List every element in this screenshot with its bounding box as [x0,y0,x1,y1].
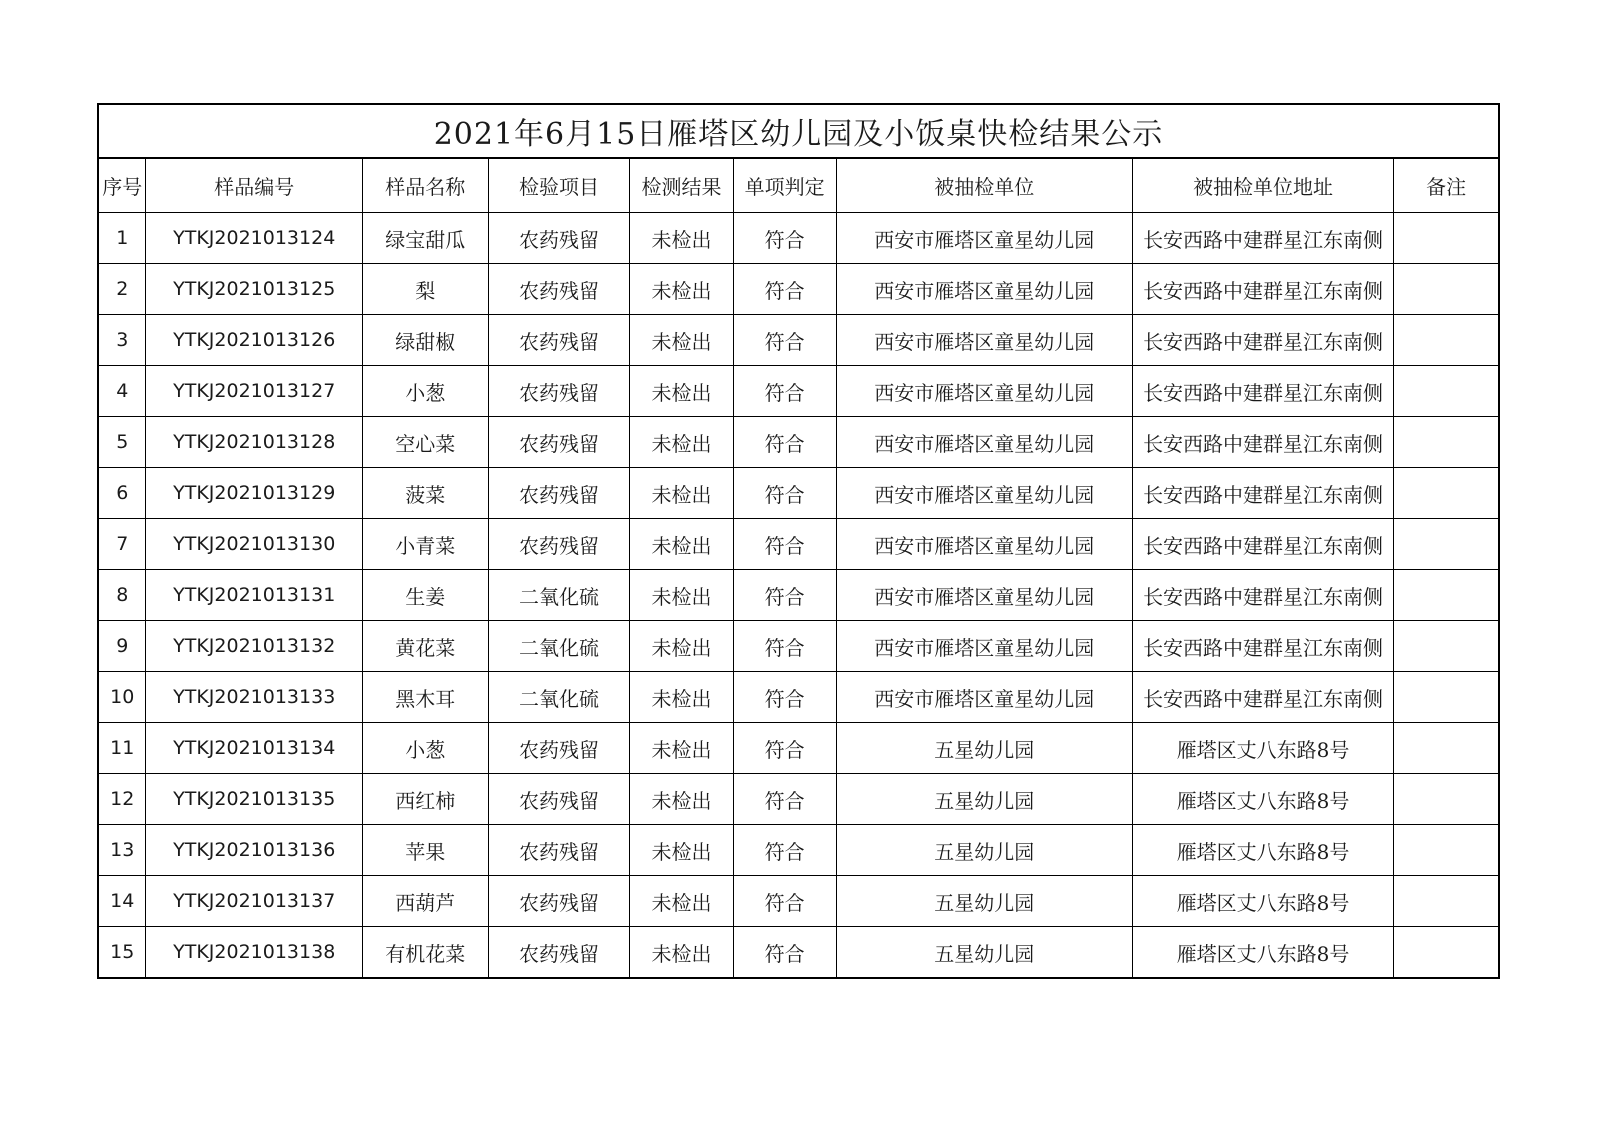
cell-sample-code: YTKJ2021013137 [146,876,362,927]
cell-remarks [1394,927,1498,978]
cell-sample-code: YTKJ2021013135 [146,774,362,825]
table-row [99,621,1498,672]
cell-seq: 7 [99,519,146,570]
cell-remarks [1394,774,1498,825]
cell-test-result: 未检出 [630,621,733,672]
cell-sample-code: YTKJ2021013131 [146,570,362,621]
cell-remarks [1394,621,1498,672]
cell-judgement: 符合 [733,570,836,621]
cell-unit-address: 雁塔区丈八东路8号 [1132,774,1393,825]
cell-test-item: 农药残留 [488,519,630,570]
cell-seq: 6 [99,468,146,519]
cell-test-item: 农药残留 [488,468,630,519]
cell-seq: 15 [99,927,146,978]
cell-test-result: 未检出 [630,927,733,978]
cell-unit-address: 长安西路中建群星江东南侧 [1132,213,1393,264]
cell-judgement: 符合 [733,315,836,366]
cell-test-result: 未检出 [630,417,733,468]
cell-judgement: 符合 [733,621,836,672]
cell-unit: 西安市雁塔区童星幼儿园 [836,621,1132,672]
cell-seq: 10 [99,672,146,723]
cell-sample-name: 绿宝甜瓜 [362,213,488,264]
cell-judgement: 符合 [733,825,836,876]
cell-sample-code: YTKJ2021013136 [146,825,362,876]
cell-test-item: 二氧化硫 [488,570,630,621]
cell-unit-address: 长安西路中建群星江东南侧 [1132,264,1393,315]
cell-sample-code: YTKJ2021013126 [146,315,362,366]
table-row [99,876,1498,927]
cell-test-result: 未检出 [630,213,733,264]
cell-unit-address: 雁塔区丈八东路8号 [1132,825,1393,876]
cell-seq: 2 [99,264,146,315]
table-row [99,825,1498,876]
cell-seq: 8 [99,570,146,621]
header-sample-name: 样品名称 [362,159,488,213]
cell-seq: 11 [99,723,146,774]
cell-test-result: 未检出 [630,519,733,570]
cell-unit-address: 长安西路中建群星江东南侧 [1132,672,1393,723]
cell-unit-address: 雁塔区丈八东路8号 [1132,927,1393,978]
cell-unit-address: 长安西路中建群星江东南侧 [1132,417,1393,468]
cell-sample-name: 黑木耳 [362,672,488,723]
cell-remarks [1394,825,1498,876]
table-row [99,672,1498,723]
cell-remarks [1394,264,1498,315]
cell-judgement: 符合 [733,876,836,927]
cell-test-item: 农药残留 [488,315,630,366]
cell-test-item: 农药残留 [488,825,630,876]
cell-sample-name: 菠菜 [362,468,488,519]
cell-unit-address: 长安西路中建群星江东南侧 [1132,468,1393,519]
cell-sample-name: 黄花菜 [362,621,488,672]
table-row [99,519,1498,570]
cell-sample-name: 生姜 [362,570,488,621]
table-row [99,468,1498,519]
table-row [99,570,1498,621]
cell-sample-code: YTKJ2021013124 [146,213,362,264]
cell-unit: 五星幼儿园 [836,876,1132,927]
cell-remarks [1394,417,1498,468]
cell-unit-address: 长安西路中建群星江东南侧 [1132,621,1393,672]
cell-judgement: 符合 [733,672,836,723]
cell-judgement: 符合 [733,417,836,468]
cell-sample-name: 梨 [362,264,488,315]
cell-remarks [1394,672,1498,723]
cell-sample-name: 苹果 [362,825,488,876]
results-table [99,159,1498,977]
cell-seq: 3 [99,315,146,366]
cell-seq: 13 [99,825,146,876]
cell-unit: 西安市雁塔区童星幼儿园 [836,264,1132,315]
cell-judgement: 符合 [733,927,836,978]
header-judgement: 单项判定 [733,159,836,213]
cell-judgement: 符合 [733,366,836,417]
cell-test-item: 农药残留 [488,774,630,825]
cell-unit-address: 雁塔区丈八东路8号 [1132,723,1393,774]
cell-remarks [1394,519,1498,570]
cell-test-result: 未检出 [630,315,733,366]
cell-unit-address: 长安西路中建群星江东南侧 [1132,570,1393,621]
cell-sample-name: 有机花菜 [362,927,488,978]
header-test-item: 检验项目 [488,159,630,213]
results-sheet [97,103,1500,979]
cell-remarks [1394,315,1498,366]
cell-seq: 14 [99,876,146,927]
cell-unit-address: 雁塔区丈八东路8号 [1132,876,1393,927]
cell-sample-name: 小葱 [362,366,488,417]
cell-remarks [1394,213,1498,264]
cell-sample-code: YTKJ2021013134 [146,723,362,774]
cell-judgement: 符合 [733,264,836,315]
cell-test-result: 未检出 [630,672,733,723]
table-header-row [99,159,1498,213]
cell-sample-code: YTKJ2021013128 [146,417,362,468]
cell-sample-name: 空心菜 [362,417,488,468]
table-body [99,213,1498,978]
cell-test-result: 未检出 [630,366,733,417]
header-remarks: 备注 [1394,159,1498,213]
cell-sample-name: 绿甜椒 [362,315,488,366]
cell-unit-address: 长安西路中建群星江东南侧 [1132,315,1393,366]
cell-test-item: 二氧化硫 [488,672,630,723]
cell-unit: 西安市雁塔区童星幼儿园 [836,417,1132,468]
document-title: 2021年6月15日雁塔区幼儿园及小饭桌快检结果公示 [99,105,1498,159]
cell-sample-code: YTKJ2021013130 [146,519,362,570]
cell-test-item: 农药残留 [488,723,630,774]
cell-test-item: 农药残留 [488,264,630,315]
table-row [99,264,1498,315]
cell-sample-code: YTKJ2021013132 [146,621,362,672]
cell-seq: 1 [99,213,146,264]
cell-test-result: 未检出 [630,876,733,927]
cell-judgement: 符合 [733,468,836,519]
cell-unit: 五星幼儿园 [836,825,1132,876]
cell-unit: 五星幼儿园 [836,723,1132,774]
cell-sample-name: 西葫芦 [362,876,488,927]
cell-unit: 西安市雁塔区童星幼儿园 [836,519,1132,570]
cell-remarks [1394,876,1498,927]
header-seq: 序号 [99,159,146,213]
cell-remarks [1394,366,1498,417]
cell-test-item: 农药残留 [488,213,630,264]
cell-unit: 西安市雁塔区童星幼儿园 [836,315,1132,366]
table-row [99,213,1498,264]
cell-sample-name: 西红柿 [362,774,488,825]
cell-sample-code: YTKJ2021013125 [146,264,362,315]
cell-test-result: 未检出 [630,570,733,621]
cell-test-item: 二氧化硫 [488,621,630,672]
cell-seq: 4 [99,366,146,417]
table-row [99,774,1498,825]
cell-seq: 9 [99,621,146,672]
cell-test-result: 未检出 [630,774,733,825]
cell-sample-name: 小葱 [362,723,488,774]
cell-judgement: 符合 [733,519,836,570]
cell-remarks [1394,468,1498,519]
cell-unit: 西安市雁塔区童星幼儿园 [836,570,1132,621]
cell-test-item: 农药残留 [488,417,630,468]
cell-remarks [1394,723,1498,774]
cell-seq: 5 [99,417,146,468]
header-unit: 被抽检单位 [836,159,1132,213]
cell-test-item: 农药残留 [488,927,630,978]
cell-sample-code: YTKJ2021013133 [146,672,362,723]
cell-unit: 五星幼儿园 [836,927,1132,978]
cell-test-result: 未检出 [630,723,733,774]
cell-remarks [1394,570,1498,621]
cell-unit: 西安市雁塔区童星幼儿园 [836,366,1132,417]
table-row [99,723,1498,774]
cell-unit-address: 长安西路中建群星江东南侧 [1132,366,1393,417]
table-row [99,366,1498,417]
table-row [99,417,1498,468]
cell-unit: 西安市雁塔区童星幼儿园 [836,213,1132,264]
cell-unit: 西安市雁塔区童星幼儿园 [836,468,1132,519]
header-unit-address: 被抽检单位地址 [1132,159,1393,213]
cell-test-item: 农药残留 [488,366,630,417]
cell-test-result: 未检出 [630,468,733,519]
cell-sample-code: YTKJ2021013138 [146,927,362,978]
cell-unit: 西安市雁塔区童星幼儿园 [836,672,1132,723]
header-test-result: 检测结果 [630,159,733,213]
table-row [99,927,1498,978]
cell-test-item: 农药残留 [488,876,630,927]
table-row [99,315,1498,366]
cell-unit-address: 长安西路中建群星江东南侧 [1132,519,1393,570]
cell-sample-code: YTKJ2021013129 [146,468,362,519]
cell-sample-name: 小青菜 [362,519,488,570]
cell-judgement: 符合 [733,774,836,825]
cell-test-result: 未检出 [630,264,733,315]
cell-judgement: 符合 [733,723,836,774]
cell-sample-code: YTKJ2021013127 [146,366,362,417]
cell-unit: 五星幼儿园 [836,774,1132,825]
cell-seq: 12 [99,774,146,825]
header-sample-code: 样品编号 [146,159,362,213]
cell-judgement: 符合 [733,213,836,264]
cell-test-result: 未检出 [630,825,733,876]
